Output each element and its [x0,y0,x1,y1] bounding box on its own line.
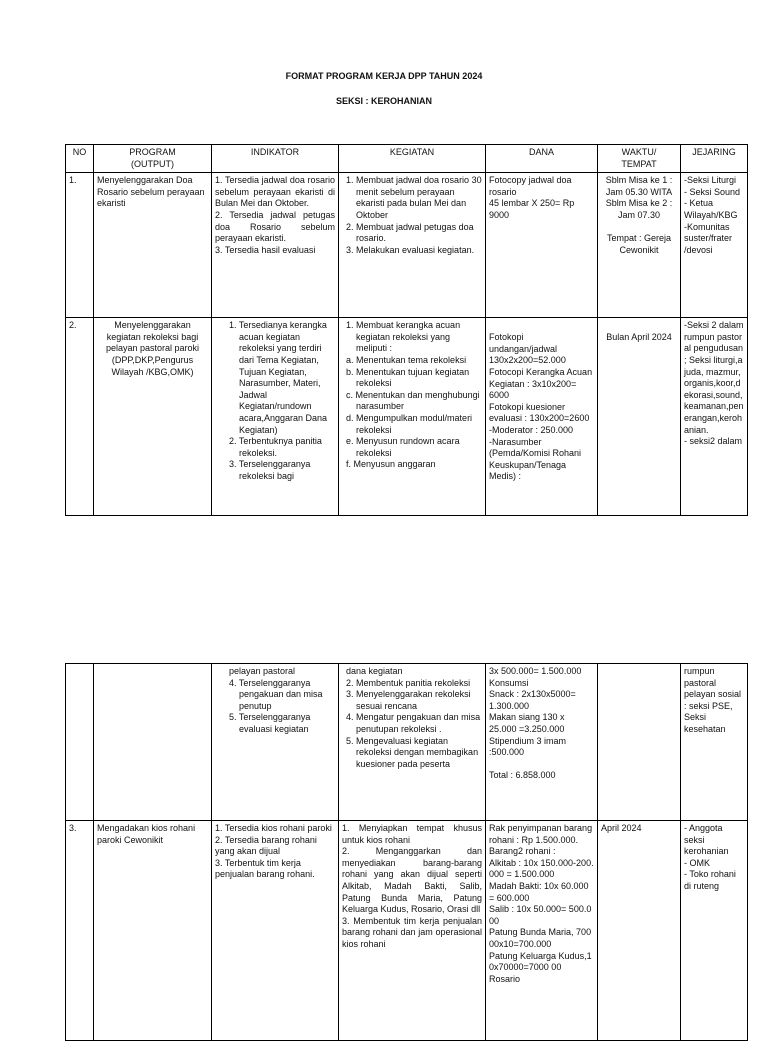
section-subtitle: SEKSI : KEROHANIAN [335,96,432,106]
cell-no: 3. [66,821,94,1041]
cell-jejaring: -Seksi Liturgi - Seksi Sound - Ketua Wilayah/KBG -Komunitas suster/frater /devosi [681,173,748,318]
kegiatan-item: 2. Menganggarkan dan menyediakan barang-barang rohani yang akan dijual seperti Alkitab, Madah Bakti, Salib, Patung Bunda Maria, Patung Keluarga Kudus, Rosario, Orasi dll [342,846,482,915]
indikator-item: 3. Tersedia hasil evaluasi [215,244,316,255]
cell-kegiatan [339,821,486,1041]
kegiatan-item: 1. Membuat jadwal doa rosario 30 menit sebelum perayaan ekaristi pada bulan Mei dan Oktober [346,175,482,220]
kegiatan-item: c. Menentukan dan menghubungi narasumber [346,389,480,412]
cell-no [66,664,94,821]
cell-kegiatan [339,318,486,516]
kegiatan-item: 1. Membuat kerangka acuan kegiatan rekoleksi yang meliputi : [346,320,461,354]
table-row [66,821,748,1041]
header-jejaring: JEJARING [681,145,748,173]
kegiatan-item: 3. Melakukan evaluasi kegiatan. [346,244,475,255]
kegiatan-item: 2. Membentuk panitia rekoleksi [346,677,471,688]
program-table-part-2 [65,663,748,1041]
indikator-item: 2. Tersedia jadwal petugas doa Rosario sebelum perayaan ekaristi. [215,209,335,244]
cell-kegiatan [339,664,486,821]
indikator-item: pelayan pastoral [229,666,296,676]
indikator-item: 3. Terbentuk tim kerja penjualan barang rohani. [215,857,315,880]
cell-dana: Fotokopi undangan/jadwal 130x2x200=52.000 Fotocopi Kerangka Acuan Kegiatan : 3x10x200= 6000 Fotokopi kuesioner evaluasi : 130x200=2600 -Moderator : 250.000 -Narasumber (Pemda/Komisi Rohani Keuskupan/Tenaga Medis) : [486,318,598,516]
indikator-item: 1. Tersedia kios rohani paroki [215,823,332,833]
kegiatan-item: dana kegiatan [346,666,403,676]
cell-indikator [212,664,339,821]
table-row [66,173,748,318]
kegiatan-item: 3. Menyelenggarakan rekoleksi sesuai rencana [346,689,471,711]
indikator-item: 2. Terbentuknya panitia rekoleksi. [229,436,322,458]
kegiatan-item: 2. Membuat jadwal petugas doa rosario. [346,221,474,244]
header-waktu: WAKTU/ TEMPAT [598,145,681,173]
indikator-item: 4. Terselenggaranya pengakuan dan misa penutup [229,677,323,711]
cell-indikator [212,318,339,516]
cell-program: Mengadakan kios rohani paroki Cewonikit [94,821,212,1041]
kegiatan-item: 3. Membentuk tim kerja penjualan barang rohani dan jam operasional kios rohani [342,915,482,949]
kegiatan-item: e. Menyusun rundown acara rekoleksi [346,436,460,458]
table-header-row [66,145,748,173]
kegiatan-item: b. Menentukan tujuan kegiatan rekoleksi [346,366,470,389]
kegiatan-item: 1. Menyiapkan tempat khusus untuk kios rohani [342,823,482,845]
table-row [66,664,748,821]
kegiatan-item: d. Mengumpulkan modul/materi rekoleksi [346,412,473,435]
header-dana: DANA [486,145,598,173]
cell-no: 2. [66,318,94,516]
indikator-item: 1. Tersedianya kerangka acuan kegiatan rekoleksi yang terdiri dari Tema Kegiatan, Tujuan Kegiatan, Narasumber, Materi, Jadwal Kegiatan/rundown acara,Anggaran Dana Kegiatan) [229,320,328,435]
cell-jejaring: -Seksi 2 dalam rumpun pastoral pengudusan ; Seksi liturgi,ajuda, mazmur,organis,koor,dekorasi,sound,keamanan,penerangan,kerohanian. - seksi2 dalam [681,318,748,516]
kegiatan-item: 5. Mengevaluasi kegiatan rekoleksi dengan membagikan kuesioner pada peserta [346,735,479,769]
cell-no: 1. [66,173,94,318]
page-title: FORMAT PROGRAM KERJA DPP TAHUN 2024 [285,71,483,81]
program-table-part-1 [65,144,748,516]
cell-jejaring: - Anggota seksi kerohanian - OMK - Toko rohani di ruteng [681,821,748,1041]
cell-jejaring: rumpun pastoral pelayan sosial : seksi PSE, Seksi kesehatan [681,664,748,821]
kegiatan-item: f. Menyusun anggaran [346,459,436,470]
cell-kegiatan [339,173,486,318]
cell-dana: Rak penyimpanan barang rohani : Rp 1.500.000. Barang2 rohani : Alkitab : 10x 150.000-200.000 = 1.500.000 Madah Bakti: 10x 60.000 = 600.000 Salib : 10x 50.000= 500.000 Patung Bunda Maria, 70000x10=700.000 Patung Keluarga Kudus,10x70000=7000 00 Rosario [486,821,598,1041]
kegiatan-item: a. Menentukan tema rekoleksi [346,354,467,365]
cell-waktu: Bulan April 2024 [598,318,681,516]
kegiatan-item: 4. Mengatur pengakuan dan misa penutupan rekoleksi . [346,712,481,734]
header-indikator: INDIKATOR [212,145,339,173]
cell-program: Menyelenggarakan kegiatan rekoleksi bagi pelayan pastoral paroki (DPP,DKP,Pengurus Wilayah /KBG,OMK) [94,318,212,516]
cell-dana: 3x 500.000= 1.500.000 Konsumsi Snack : 2x130x5000= 1.300.000 Makan siang 130 x 25.000 =3.250.000 Stipendium 3 imam :500.000 Total : 6.858.000 [486,664,598,821]
cell-dana: Fotocopy jadwal doa rosario 45 lembar X 250= Rp 9000 [486,173,598,318]
cell-waktu: April 2024 [598,821,681,1041]
table-row [66,318,748,516]
cell-waktu [598,664,681,821]
cell-waktu: Sblm Misa ke 1 : Jam 05.30 WITA Sblm Misa ke 2 : Jam 07.30 Tempat : Gereja Cewonikit [598,173,681,318]
indikator-item: 5. Terselenggaranya evaluasi kegiatan [229,712,311,734]
header-program: PROGRAM (OUTPUT) [94,145,212,173]
cell-program: Menyelenggarakan Doa Rosario sebelum perayaan ekaristi [94,173,212,318]
cell-indikator [212,821,339,1041]
cell-indikator [212,173,339,318]
header-no: NO [66,145,94,173]
indikator-item: 1. Tersedia jadwal doa rosario sebelum perayaan ekaristi di Bulan Mei dan Oktober. [215,175,335,209]
indikator-item: 2. Tersedia barang rohani yang akan dijual [215,834,317,857]
cell-program [94,664,212,821]
indikator-item: 3. Terselenggaranya rekoleksi bagi [229,459,311,481]
header-kegiatan: KEGIATAN [339,145,486,173]
